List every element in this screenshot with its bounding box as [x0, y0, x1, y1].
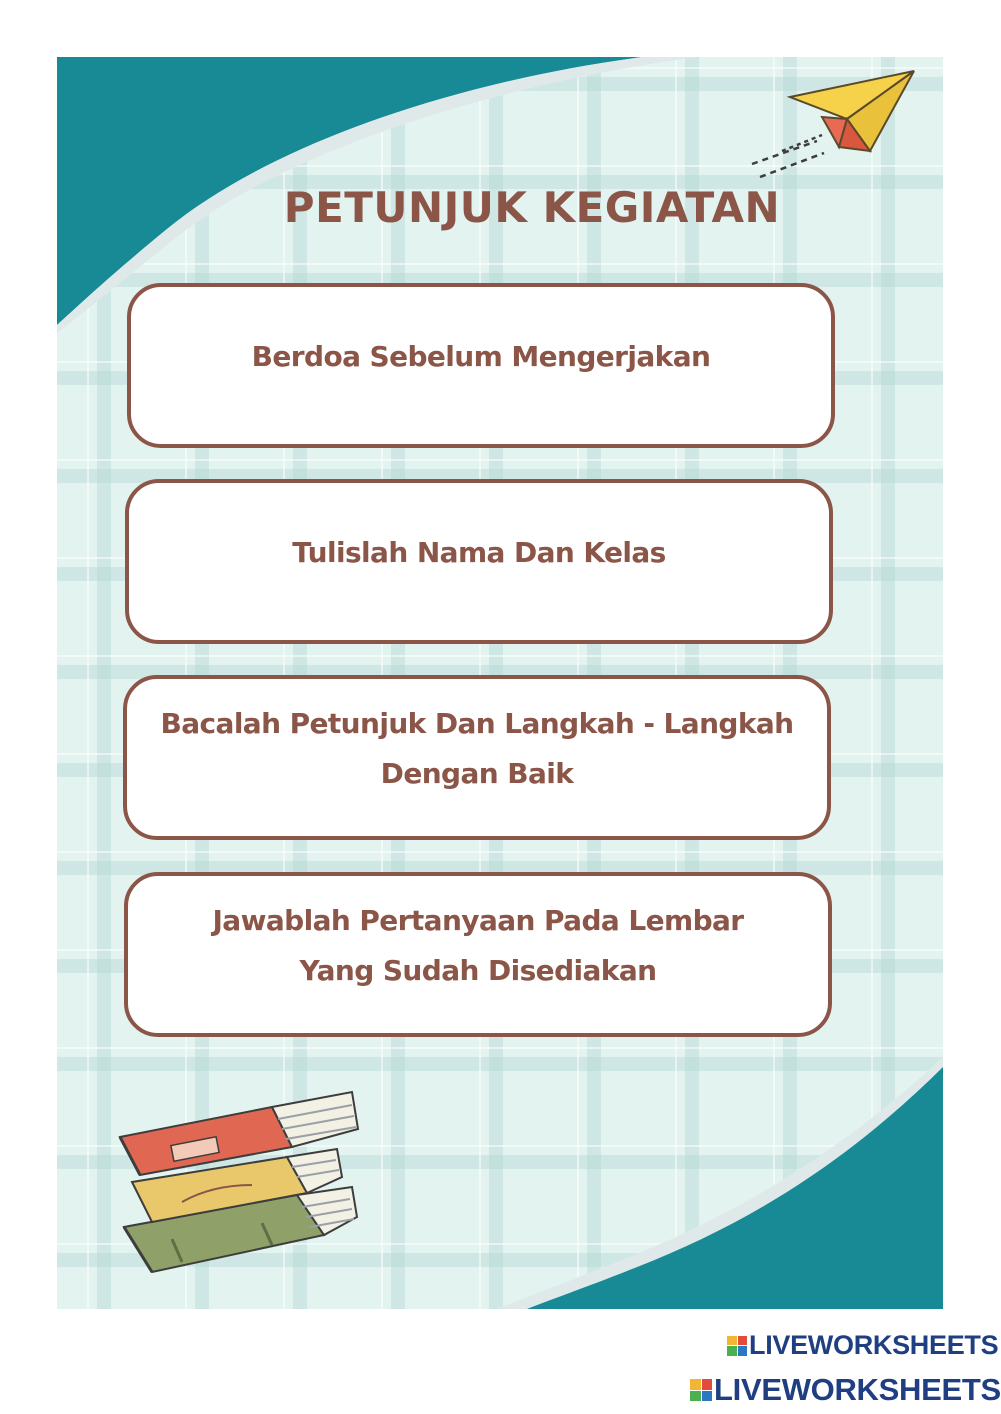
instruction-line: Tulislah Nama Dan Kelas	[292, 536, 666, 569]
instruction-box-2	[125, 479, 833, 644]
instruction-line: Jawablah Pertanyaan Pada Lembar	[212, 904, 744, 937]
instruction-box-1	[127, 283, 835, 448]
instruction-line: Berdoa Sebelum Mengerjakan	[251, 340, 711, 373]
watermark-text: LIVEWORKSHEETS	[749, 1330, 999, 1360]
liveworksheets-logo-icon	[690, 1379, 712, 1401]
page-title: PETUNJUK KEGIATAN	[283, 183, 781, 232]
liveworksheets-footer[interactable]	[690, 1372, 1001, 1408]
instruction-line: Dengan Baik	[380, 757, 574, 790]
paper-plane-icon	[742, 69, 922, 189]
footer-brand-text: LIVEWORKSHEETS	[714, 1372, 1001, 1407]
instruction-line: Bacalah Petunjuk Dan Langkah - Langkah	[160, 707, 794, 740]
liveworksheets-logo-icon	[727, 1336, 747, 1356]
instruction-box-4	[124, 872, 832, 1037]
instruction-box-3	[123, 675, 831, 840]
worksheet-card	[57, 57, 999, 1360]
liveworksheets-watermark	[727, 1330, 998, 1361]
book-stack-illustration	[112, 1067, 362, 1287]
instruction-line: Yang Sudah Disediakan	[299, 954, 657, 987]
